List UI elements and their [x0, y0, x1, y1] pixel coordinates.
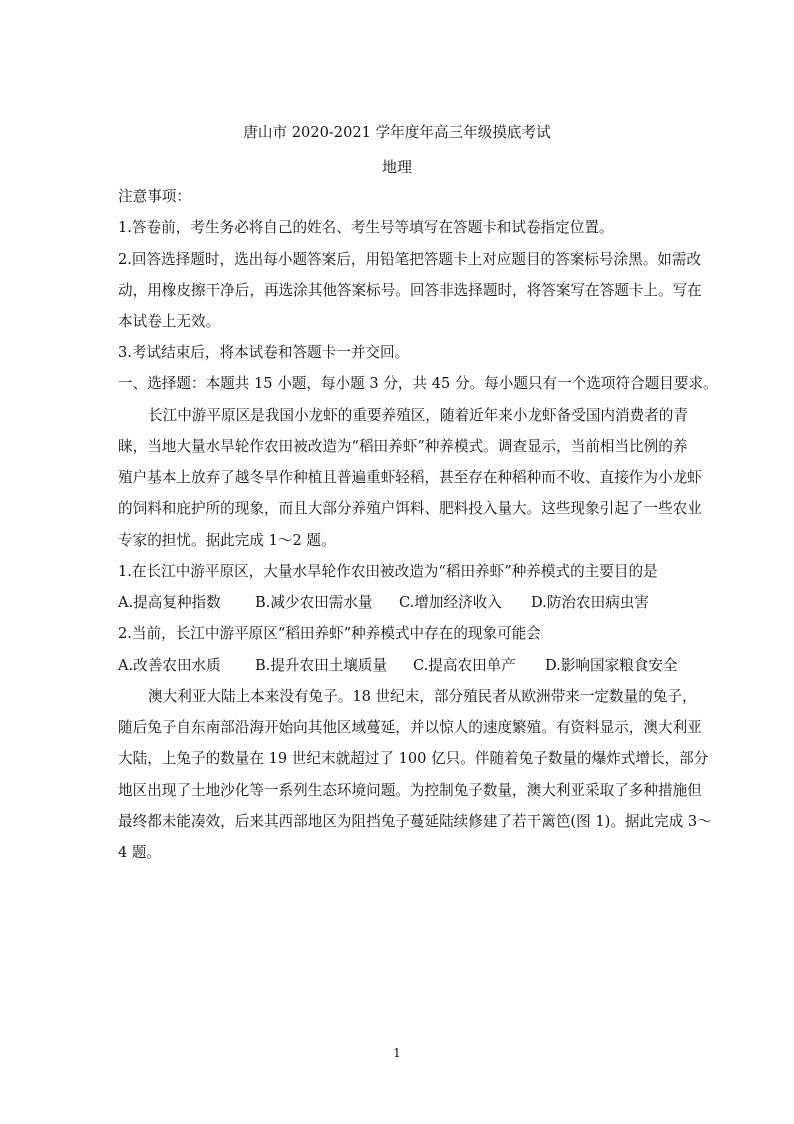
note-item-2-line-3: 本试卷上无效。 — [118, 313, 221, 330]
passage-2-line: 随后兔子自东南部沿海开始向其他区域蔓延，并以惊人的速度繁殖。有资料显示，澳大利亚 — [118, 719, 702, 736]
question-2-option-a: A.改善农田水质 — [118, 657, 221, 674]
passage-2-line: 4 题。 — [118, 844, 162, 861]
question-1-option-c: C.增加经济收入 — [399, 594, 502, 611]
question-2-option-c: C.提高农田单产 — [413, 657, 516, 674]
notes-heading: 注意事项： — [118, 188, 191, 205]
note-item-2-line-2: 动，用橡皮擦干净后，再选涂其他答案标号。回答非选择题时，将答案写在答题卡上。写在 — [118, 282, 702, 299]
note-item-1: 1.答卷前，考生务必将自己的姓名、考生号等填写在答题卡和试卷指定位置。 — [118, 219, 614, 236]
question-1-option-a: A.提高复种指数 — [118, 594, 221, 611]
subject-title: 地理 — [381, 158, 412, 176]
question-1-option-d: D.防治农田病虫害 — [531, 594, 649, 611]
passage-2-line: 地区出现了土地沙化等一系列生态环境问题。为控制兔子数量，澳大利亚采取了多种措施但 — [118, 782, 702, 799]
passage-2-line: 最终都未能凑效，后来其西部地区为阻挡兔子蔓延陆续修建了若干篱笆(图 1)。据此完成 3～ — [118, 813, 712, 830]
question-1-stem: 1.在长江中游平原区，大量水旱轮作农田被改造为“稻田养虾”种养模式的主要目的是 — [118, 563, 658, 580]
question-2-option-b: B.提升农田土壤质量 — [255, 657, 388, 674]
question-2-option-d: D.影响国家粮食安全 — [545, 657, 678, 674]
exam-title: 唐山市 2020-2021 学年度年高三年级摸底考试 — [243, 124, 551, 141]
note-item-2-line-1: 2.回答选择题时，选出每小题答案后，用铅笔把答题卡上对应题目的答案标号涂黑。如需改 — [118, 251, 702, 268]
question-2-stem: 2.当前，长江中游平原区“稻田养虾”种养模式中存在的现象可能会 — [118, 625, 541, 642]
note-item-3: 3.考试结束后，将本试卷和答题卡一并交回。 — [118, 344, 410, 361]
passage-1-line: 的饲料和庇护所的现象，而且大部分养殖户饵料、肥料投入量大。这些现象引起了一些农业 — [118, 500, 702, 517]
passage-1-line: 长江中游平原区是我国小龙虾的重要养殖区，随着近年来小龙虾备受国内消费者的青 — [148, 407, 688, 424]
passage-1-line: 睐，当地大量水旱轮作农田被改造为“稻田养虾”种养模式。调查显示，当前相当比例的养 — [118, 438, 688, 455]
passage-1-line: 殖户基本上放弃了越冬旱作种植且普遍重虾轻稻，甚至存在种稻种而不收、直接作为小龙虾 — [118, 469, 702, 486]
question-1-option-b: B.减少农田需水量 — [255, 594, 373, 611]
passage-2-line: 澳大利亚大陆上本来没有兔子。18 世纪末，部分殖民者从欧洲带来一定数量的兔子， — [148, 688, 697, 705]
passage-2-line: 大陆，上兔子的数量在 19 世纪末就超过了 100 亿只。伴随着兔子数量的爆炸式增长，部分 — [118, 750, 709, 767]
page-number: 1 — [393, 1046, 401, 1060]
passage-1-line: 专家的担忧。据此完成 1～2 题。 — [118, 532, 336, 549]
section-heading: 一、选择题：本题共 15 小题，每小题 3 分，共 45 分。每小题只有一个选项符合题目要求。 — [118, 375, 718, 392]
